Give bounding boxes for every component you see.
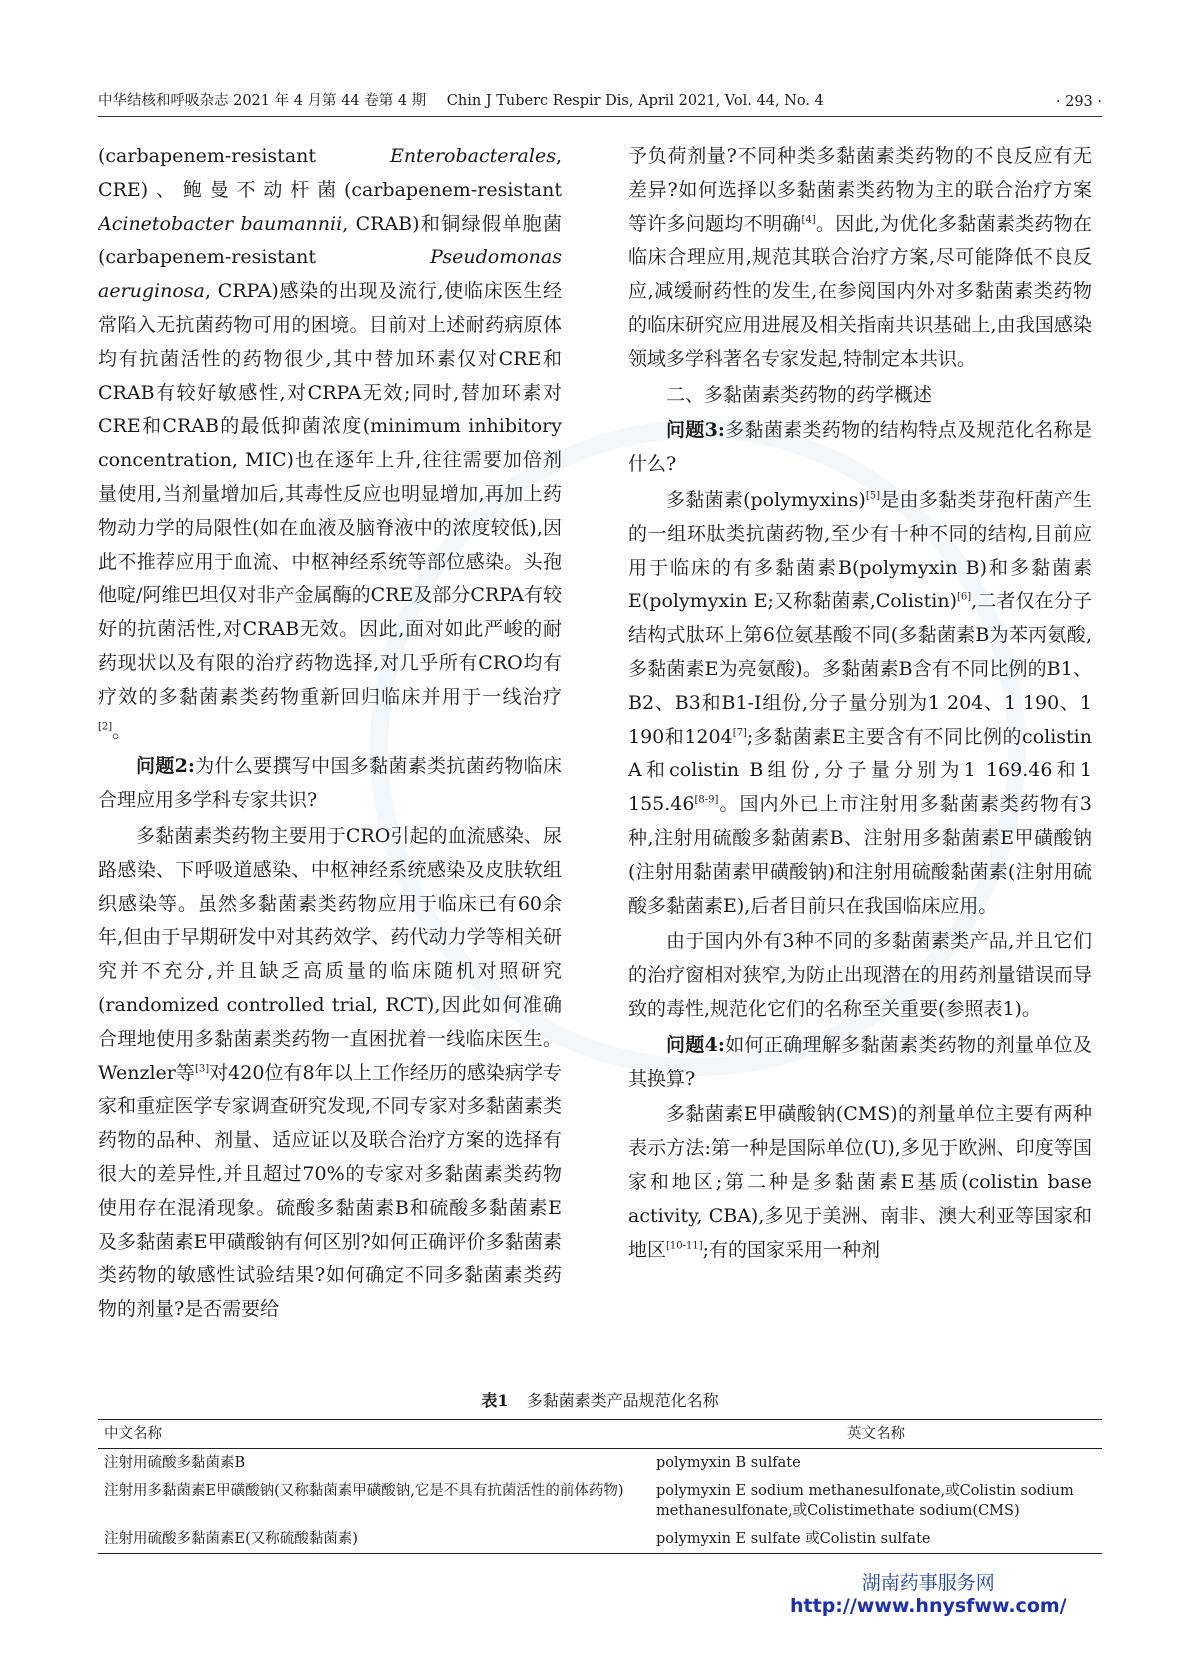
table-row xyxy=(98,1477,1102,1525)
right-column xyxy=(628,140,1092,1378)
section-heading: 二、多黏菌素类药物的药学概述 xyxy=(666,383,933,406)
text-run: , CRE)、鲍曼不动杆菌(carbapenem-resistant xyxy=(98,145,562,201)
species-name: Acinetobacter baumannii xyxy=(98,212,343,235)
page-number: · 293 · xyxy=(1055,94,1102,110)
citation-ref: [7] xyxy=(732,727,747,739)
cell-cn: 注射用多黏菌素E甲磺酸钠(又称黏菌素甲磺酸钠,它是不具有抗菌活性的前体药物) xyxy=(104,1483,624,1499)
text-run: ;有的国家采用一种剂 xyxy=(702,1238,881,1261)
question-text: 如何正确理解多黏菌素类药物的剂量单位及其换算? xyxy=(628,1033,1092,1090)
paragraph-naming: 由于国内外有3种不同的多黏菌素类产品,并且它们的治疗窗相对狭窄,为防止出现潜在的用药剂量错误而导致的毒性,规范化它们的名称至关重要(参照表1)。 xyxy=(628,930,1092,1020)
text-run: 。国内外已上市注射用多黏菌素类药物有3种,注射用硫酸多黏菌素B、注射用多黏菌素E甲磺酸钠(注射用黏菌素甲磺酸钠)和注射用硫酸黏菌素(注射用硫酸多黏菌素E),后者目前只在我国临床应用。 xyxy=(628,793,1092,917)
paragraph-clinical-use xyxy=(98,820,562,1327)
paragraph-resistance xyxy=(98,140,562,748)
question-label: 问题3: xyxy=(666,419,725,442)
question-label: 问题2: xyxy=(136,755,195,778)
running-header xyxy=(98,84,1102,117)
question-label: 问题4: xyxy=(666,1033,725,1056)
text-run: 多黏菌素(polymyxins) xyxy=(666,488,866,511)
text-run: (carbapenem-resistant xyxy=(98,145,390,167)
text-run: ,二者仅在分子结构式肽环上第6位氨基酸不同(多黏菌素B为苯丙氨酸,多黏菌素E为亮氨酸)。多黏菌素B含有不同比例的B1、B2、B3和B1-I组份,分子量分别为1 204、1 190、1 190和1204 xyxy=(628,590,1092,748)
table-row xyxy=(98,1525,1102,1554)
watermark-site-name: 湖南药事服务网 xyxy=(861,1572,995,1594)
table-header-row xyxy=(98,1420,1102,1449)
text-run: ;多黏菌素E主要含有不同比例的colistin A和colistin B组份,分子量分别为1 169.46和1 155.46 xyxy=(628,725,1092,816)
citation-ref: [3] xyxy=(194,1063,210,1075)
question-text: 多黏菌素类药物的结构特点及规范化名称是什么? xyxy=(628,419,1092,476)
cell-en: polymyxin B sulfate xyxy=(656,1455,801,1471)
site-watermark xyxy=(790,1568,1067,1617)
table-row xyxy=(98,1449,1102,1478)
citation-ref: [6] xyxy=(956,592,972,604)
table-caption xyxy=(98,1388,1102,1411)
text-run: 。 xyxy=(112,719,132,742)
citation-ref: [5] xyxy=(865,490,881,502)
cell-cn: 注射用硫酸多黏菌素E(又称硫酸黏菌素) xyxy=(104,1531,358,1547)
text-run: , CRPA)感染的出现及流行,使临床医生经常陷入无抗菌药物可用的困境。目前对上述耐药病原体均有抗菌活性的药物很少,其中替加环素仅对CRE和CRAB有较好敏感性,对CRPA无效;同时,替加环素对CRE和CRAB的最低抑菌浓度(minimum inhibitory concentration, MIC)也在逐年上升,往往需要加倍剂量使用,当剂量增加后,其毒性反应也明显增加,再加上药物动力学的局限性(如在血液及脑脊液中的浓度较低),因此不推荐应用于血流、中枢神经系统等部位感染。头孢他啶/阿维巴坦仅对非产金属酶的CRE及部分CRPA有较好的抗菌活性,对CRAB无效。因此,面对如此严峻的耐药现状以及有限的治疗药物选择,对几乎所有CRO均有疗效的多黏菌素类药物重新回归临床并用于一线治疗 xyxy=(98,280,562,708)
paragraph-dose-units xyxy=(628,1098,1092,1267)
cell-en: polymyxin E sodium methanesulfonate,或Colistin sodium methanesulfonate,或Colistimethate sodium(CMS) xyxy=(656,1483,1074,1519)
text-run: 予负荷剂量?不同种类多黏菌素类药物的不良反应有无差异?如何选择以多黏菌素类药物为主的联合治疗方案等许多问题均不明确 xyxy=(628,145,1092,235)
question-4 xyxy=(628,1029,1092,1097)
paragraph-structure xyxy=(628,484,1092,923)
question-3 xyxy=(628,414,1092,482)
column-header-en: 英文名称 xyxy=(847,1426,905,1442)
citation-ref: [4] xyxy=(801,214,816,226)
question-text: 为什么要撰写中国多黏菌素类抗菌药物临床合理应用多学科专家共识? xyxy=(98,755,562,812)
citation-ref: [10-11] xyxy=(666,1240,703,1252)
journal-name-cn: 中华结核和呼吸杂志 2021 年 4 月第 44 卷第 4 期 xyxy=(98,93,427,109)
naming-table xyxy=(98,1419,1102,1554)
watermark-url: http://www.hnysfww.com/ xyxy=(790,1595,1067,1617)
left-column xyxy=(98,140,562,1378)
species-name: Pseudomonas aeruginosa xyxy=(98,246,562,303)
table-title: 多黏菌素类产品规范化名称 xyxy=(526,1391,719,1410)
text-run: 。因此,为优化多黏菌素类药物在临床合理应用,规范其联合治疗方案,尽可能降低不良反应,减缓耐药性的发生,在参阅国内外对多黏菌素类药物的临床研究应用进展及相关指南共识基础上,由我国感染领域多学科著名专家发起,特制定本共识。 xyxy=(628,212,1092,370)
citation-ref: [2] xyxy=(98,721,113,733)
citation-ref: [8-9] xyxy=(694,794,719,806)
paragraph-consensus-purpose xyxy=(628,140,1092,377)
text-run: , CRAB)和铜绿假单胞菌(carbapenem-resistant xyxy=(98,212,562,269)
journal-name-en: Chin J Tuberc Respir Dis, April 2021, Vol. 44, No. 4 xyxy=(446,93,824,109)
journal-citation xyxy=(98,89,824,110)
species-name: Enterobacterales xyxy=(389,145,556,167)
table-1 xyxy=(98,1388,1102,1554)
text-run: 对420位有8年以上工作经历的感染病学专家和重症医学专家调查研究发现,不同专家对多黏菌素类药物的品种、剂量、适应证以及联合治疗方案的选择有很大的差异性,并且超过70%的专家对多黏菌素类药物使用存在混淆现象。硫酸多黏菌素B和硫酸多黏菌素E及多黏菌素E甲磺酸钠有何区别?如何正确评价多黏菌素类药物的敏感性试验结果?如何确定不同多黏菌素类药物的剂量?是否需要给 xyxy=(98,1061,562,1321)
text-run: 多黏菌素类药物主要用于CRO引起的血流感染、尿路感染、下呼吸道感染、中枢神经系统感染及皮肤软组织感染等。虽然多黏菌素类药物应用于临床已有60余年,但由于早期研发中对其药效学、药代动力学等相关研究并不充分,并且缺乏高质量的临床随机对照研究(randomized controlled trial, RCT),因此如何准确合理地使用多黏菌素类药物一直困扰着一线临床医生。Wenzler等 xyxy=(98,824,562,1084)
question-2 xyxy=(98,750,562,818)
table-label: 表1 xyxy=(481,1391,509,1410)
cell-cn: 注射用硫酸多黏菌素B xyxy=(104,1455,246,1471)
column-header-cn: 中文名称 xyxy=(104,1426,162,1442)
text-run: 多黏菌素E甲磺酸钠(CMS)的剂量单位主要有两种表示方法:第一种是国际单位(U),多见于欧洲、印度等国家和地区;第二种是多黏菌素E基质(colistin base activity, CBA),多见于美洲、南非、澳大利亚等国家和地区 xyxy=(628,1103,1092,1261)
cell-en: polymyxin E sulfate 或Colistin sulfate xyxy=(656,1531,931,1547)
text-run: 是由多黏类芽孢杆菌产生的一组环肽类抗菌药物,至少有十种不同的结构,目前应用于临床的有多黏菌素B(polymyxin B)和多黏菌素E(polymyxin E;又称黏菌素,Colistin) xyxy=(628,488,1092,613)
